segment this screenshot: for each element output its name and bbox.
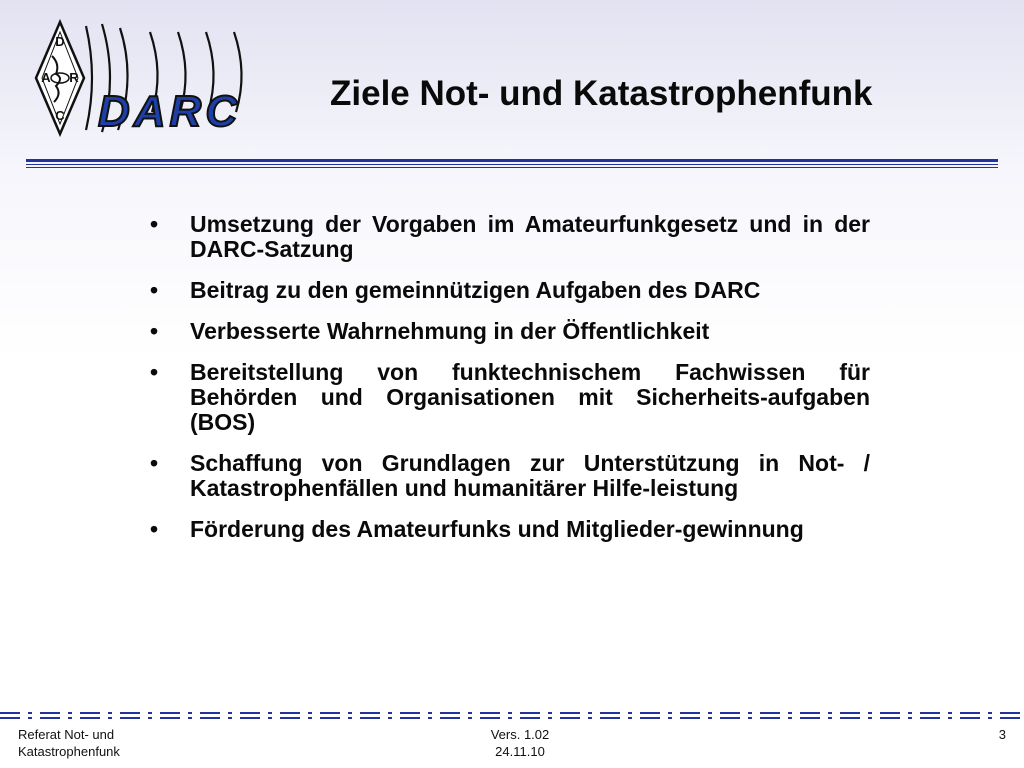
slide-title: Ziele Not- und Katastrophenfunk	[330, 74, 873, 113]
logo-letter-c: C	[55, 108, 65, 123]
bullet-dot-icon: •	[150, 359, 159, 385]
bullet-text: Umsetzung der Vorgaben im Amateurfunkgesetz und in der DARC-Satzung	[190, 211, 870, 262]
bullet-item	[150, 360, 870, 435]
logo-letter-d: D	[55, 34, 65, 49]
footer-department-line2: Katastrophenfunk	[18, 744, 120, 759]
bullet-item	[150, 517, 870, 542]
bullet-dot-icon: •	[150, 450, 159, 476]
footer-department	[18, 726, 120, 760]
bullet-text: Verbesserte Wahrnehmung in der Öffentlichkeit	[190, 318, 710, 344]
header-rule-thin-2	[26, 167, 998, 168]
header-rule-thick	[26, 159, 998, 162]
bullet-dot-icon: •	[150, 277, 159, 303]
footer-date: 24.11.10	[495, 744, 545, 759]
footer-department-line1: Referat Not- und	[18, 727, 115, 742]
footer-version-block	[480, 726, 560, 760]
bullet-text: Förderung des Amateurfunks und Mitglieder-gewinnung	[190, 516, 804, 542]
logo-letter-r: R	[69, 70, 79, 85]
bullet-item	[150, 278, 870, 303]
bullet-list	[150, 212, 870, 558]
bullet-item	[150, 451, 870, 501]
footer-dash-band	[0, 708, 1024, 722]
bullet-text: Bereitstellung von funktechnischem Fachwissen für Behörden und Organisationen mit Sicherheits-aufgaben (BOS)	[190, 359, 870, 435]
darc-logo-icon	[28, 18, 268, 138]
bullet-item	[150, 319, 870, 344]
bullet-item	[150, 212, 870, 262]
header-rule-thin-1	[26, 164, 998, 165]
logo-letter-a: A	[41, 70, 51, 85]
bullet-dot-icon: •	[150, 318, 159, 344]
footer-page-number: 3	[998, 727, 1006, 742]
bullet-text: Beitrag zu den gemeinnützigen Aufgaben des DARC	[190, 277, 761, 303]
footer-version: Vers. 1.02	[490, 727, 550, 742]
logo-wordmark: DARC	[98, 87, 242, 136]
bullet-text: Schaffung von Grundlagen zur Unterstützung in Not- / Katastrophenfällen und humanitärer Hilfe-leistung	[190, 450, 870, 501]
bullet-dot-icon: •	[150, 211, 159, 237]
bullet-dot-icon: •	[150, 516, 159, 542]
